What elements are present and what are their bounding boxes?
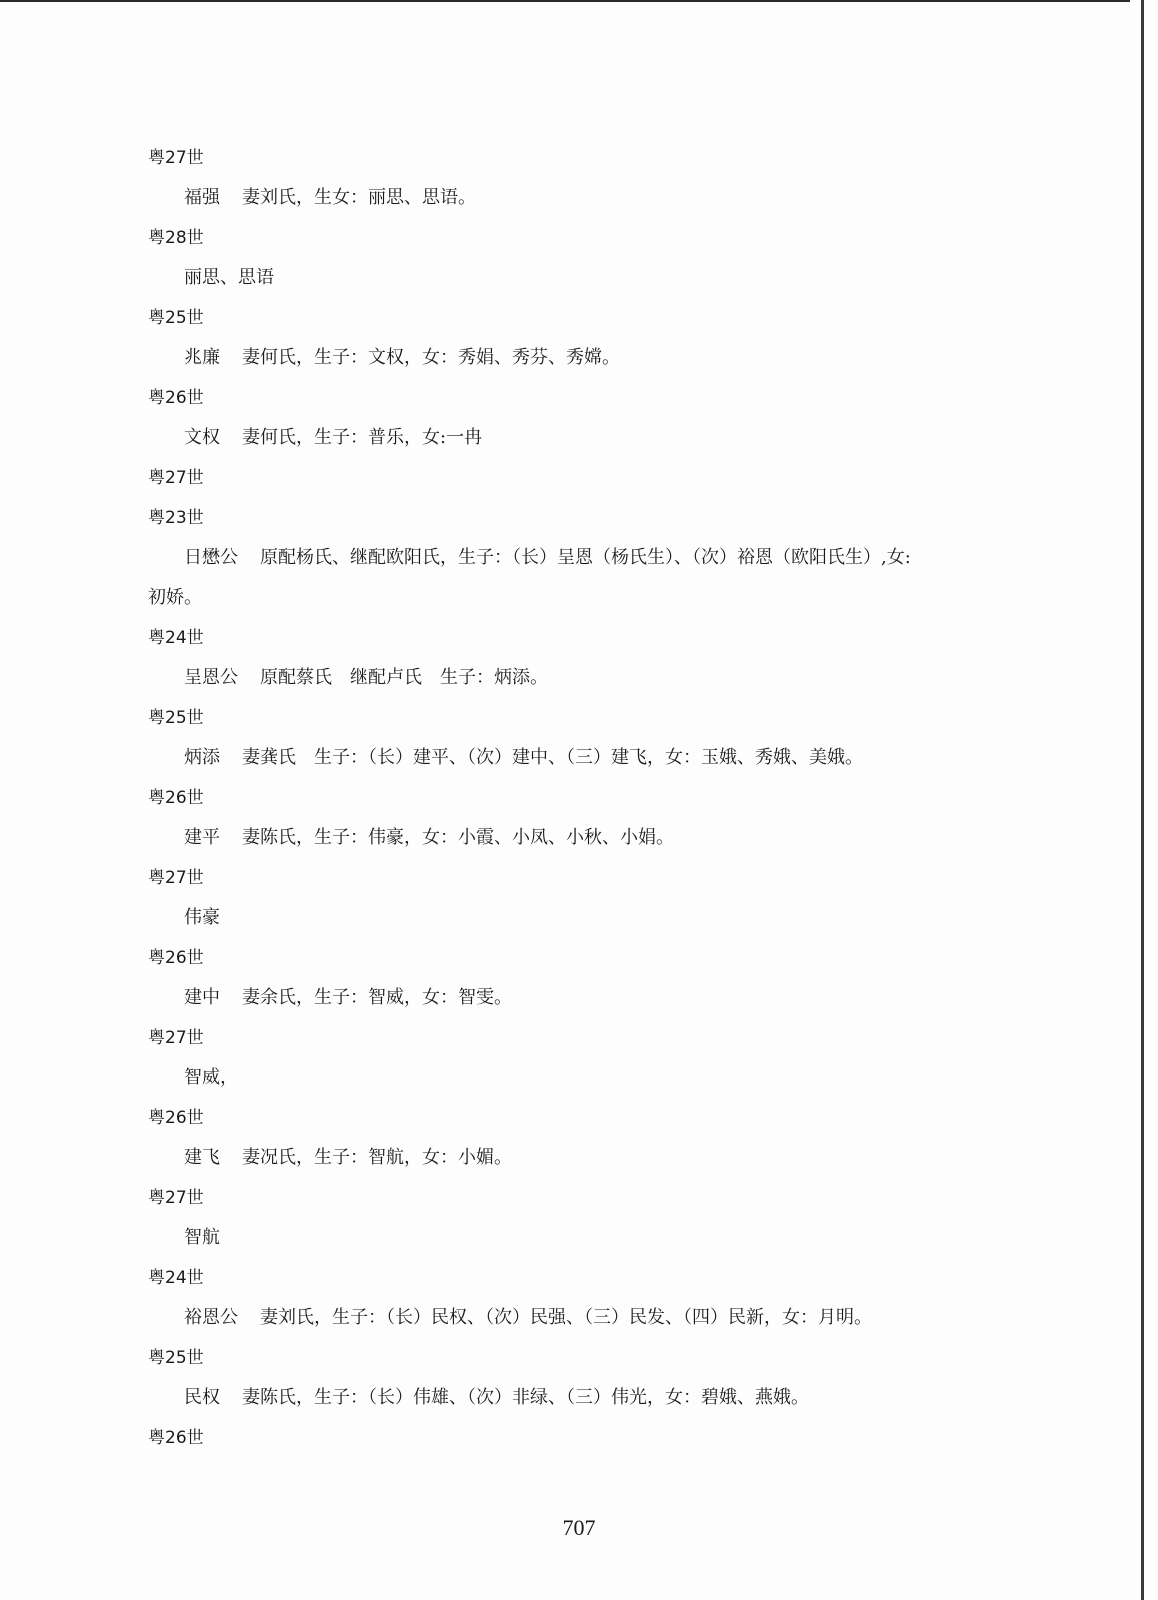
- generation-heading: 粤28世: [148, 228, 204, 248]
- person-entry: [148, 658, 1048, 698]
- person-name: 兆廉: [184, 347, 220, 368]
- generation-heading: 粤26世: [148, 388, 204, 408]
- generation-heading: 粤23世: [148, 508, 204, 528]
- generation-heading: 粤26世: [148, 1108, 204, 1128]
- generation-heading: 粤24世: [148, 628, 204, 648]
- person-name: 文权: [184, 427, 220, 448]
- person-name: 智威，: [184, 1067, 238, 1088]
- person-entry: [148, 418, 1048, 458]
- person-name: 丽思、思语: [184, 267, 274, 288]
- generation-heading: 粤25世: [148, 308, 204, 328]
- person-name: 福强: [184, 187, 220, 208]
- generation-heading: 粤26世: [148, 948, 204, 968]
- person-description: 妻况氏，生子：智航，女：小媚。: [242, 1147, 512, 1168]
- person-entry: [148, 178, 1048, 218]
- person-name: 建飞: [184, 1147, 220, 1168]
- page-number: 707: [562, 1515, 596, 1540]
- person-entry: [148, 1058, 1048, 1098]
- person-name: 建平: [184, 827, 220, 848]
- person-entry: [148, 258, 1048, 298]
- genealogy-text: [148, 138, 1048, 1458]
- person-description: 妻余氏，生子：智威，女：智雯。: [242, 987, 512, 1008]
- person-description: 妻陈氏，生子：（长）伟雄、（次）非绿、（三）伟光，女：碧娥、燕娥。: [242, 1387, 809, 1408]
- generation-heading: 粤25世: [148, 1348, 204, 1368]
- generation-heading: 粤26世: [148, 1428, 204, 1448]
- person-name: 建中: [184, 987, 220, 1008]
- person-description: 妻龚氏 生子：（长）建平、（次）建中、（三）建飞，女：玉娥、秀娥、美娥。: [242, 747, 863, 768]
- generation-heading: 粤27世: [148, 1028, 204, 1048]
- generation-heading: 粤27世: [148, 868, 204, 888]
- generation-heading: 粤27世: [148, 148, 204, 168]
- person-entry: [148, 538, 1048, 578]
- scan-edge-right: [1141, 0, 1144, 1600]
- person-entry: [148, 1378, 1048, 1418]
- person-name: 伟豪: [184, 907, 220, 928]
- person-entry: [148, 818, 1048, 858]
- person-description: 妻刘氏，生女：丽思、思语。: [242, 187, 476, 208]
- person-entry: [148, 1298, 1048, 1338]
- person-description: 妻何氏，生子：文权，女：秀娟、秀芬、秀嫦。: [242, 347, 620, 368]
- scan-edge-top: [0, 0, 1130, 2]
- person-entry: [148, 978, 1048, 1018]
- person-description: 妻刘氏，生子：（长）民权、（次）民强、（三）民发、（四）民新，女：月明。: [260, 1307, 872, 1328]
- person-entry: [148, 1218, 1048, 1258]
- person-name: 裕恩公: [184, 1307, 238, 1328]
- person-description: 原配蔡氏 继配卢氏 生子：炳添。: [260, 667, 548, 688]
- person-entry: [148, 738, 1048, 778]
- generation-heading: 粤26世: [148, 788, 204, 808]
- person-name: 智航: [184, 1227, 220, 1248]
- person-description: 妻何氏，生子：普乐，女:一冉: [242, 427, 483, 448]
- generation-heading: 粤27世: [148, 1188, 204, 1208]
- person-name: 民权: [184, 1387, 220, 1408]
- entry-continuation: 初娇。: [148, 587, 202, 608]
- person-name: 炳添: [184, 747, 220, 768]
- person-description: 原配杨氏、继配欧阳氏，生子：（长）呈恩（杨氏生）、（次）裕恩（欧阳氏生）,女:: [260, 547, 911, 568]
- generation-heading: 粤27世: [148, 468, 204, 488]
- person-entry: [148, 898, 1048, 938]
- person-entry: [148, 338, 1048, 378]
- person-name: 呈恩公: [184, 667, 238, 688]
- generation-heading: 粤25世: [148, 708, 204, 728]
- generation-heading: 粤24世: [148, 1268, 204, 1288]
- person-name: 日懋公: [184, 547, 238, 568]
- person-description: 妻陈氏，生子：伟豪，女：小霞、小凤、小秋、小娟。: [242, 827, 674, 848]
- person-entry: [148, 1138, 1048, 1178]
